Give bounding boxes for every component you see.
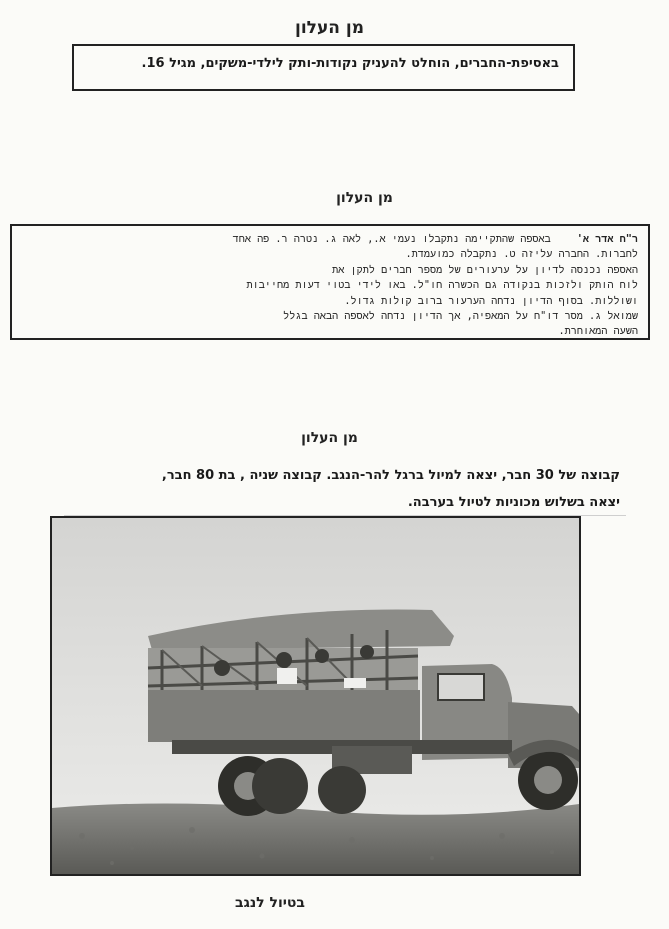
photo-caption: בטיול לנגב <box>235 895 305 911</box>
notice-date: ר"ח אדר א' <box>576 234 638 245</box>
notice-line: שמואל ג. מסר דו"ח על המאפיה, אך הדיון נדחה לאספה הבאה בגלל <box>283 311 638 323</box>
heading-3: מן העלון <box>301 430 358 446</box>
notice-box-2 <box>10 224 650 340</box>
notice-line: השעה המאוחרת. <box>558 326 638 338</box>
truck-photo <box>50 516 581 876</box>
trip-description <box>60 462 620 516</box>
trip-description-line-1: קבוצה של 30 חבר, יצאה למיול ברגל להר-הנגב. קבוצה שניה , בת 80 חבר, <box>161 468 620 483</box>
notice-line: האספה נכנסה לדיון על ערעורים של מספר חברים לתקן את <box>332 264 638 276</box>
notice-box-1 <box>72 44 575 91</box>
notice-text-1: באסיפת-החברים, הוחלט להעניק נקודות-ותק לילדי-משקים, מגיל 16. <box>141 56 559 71</box>
heading-1: מן העלון <box>294 18 364 38</box>
trip-description-line-2: יצאה בשלוש מכוניות לטיול בערבה. <box>407 495 620 510</box>
notice-line: לוח הותק ולזכות בנקודה גם הכשרה חו"ל. באו לידי בטוי דעות מחייבות <box>246 280 638 292</box>
notice-line: ר"ח אדר א'באספה שהתקיימה נתקבלו נעמי א., לאה ג. נטרה ר. פה אחד <box>232 234 638 245</box>
truck-photo-image <box>52 518 579 874</box>
heading-2: מן העלון <box>336 190 393 206</box>
notice-line: ושוללות. בסוף הדיון נדחה הערעור ברוב קולות גדול. <box>344 295 638 307</box>
notice-line: לחברות. החברה עליזה ט. נתקבלה כמועמדת. <box>405 249 638 261</box>
